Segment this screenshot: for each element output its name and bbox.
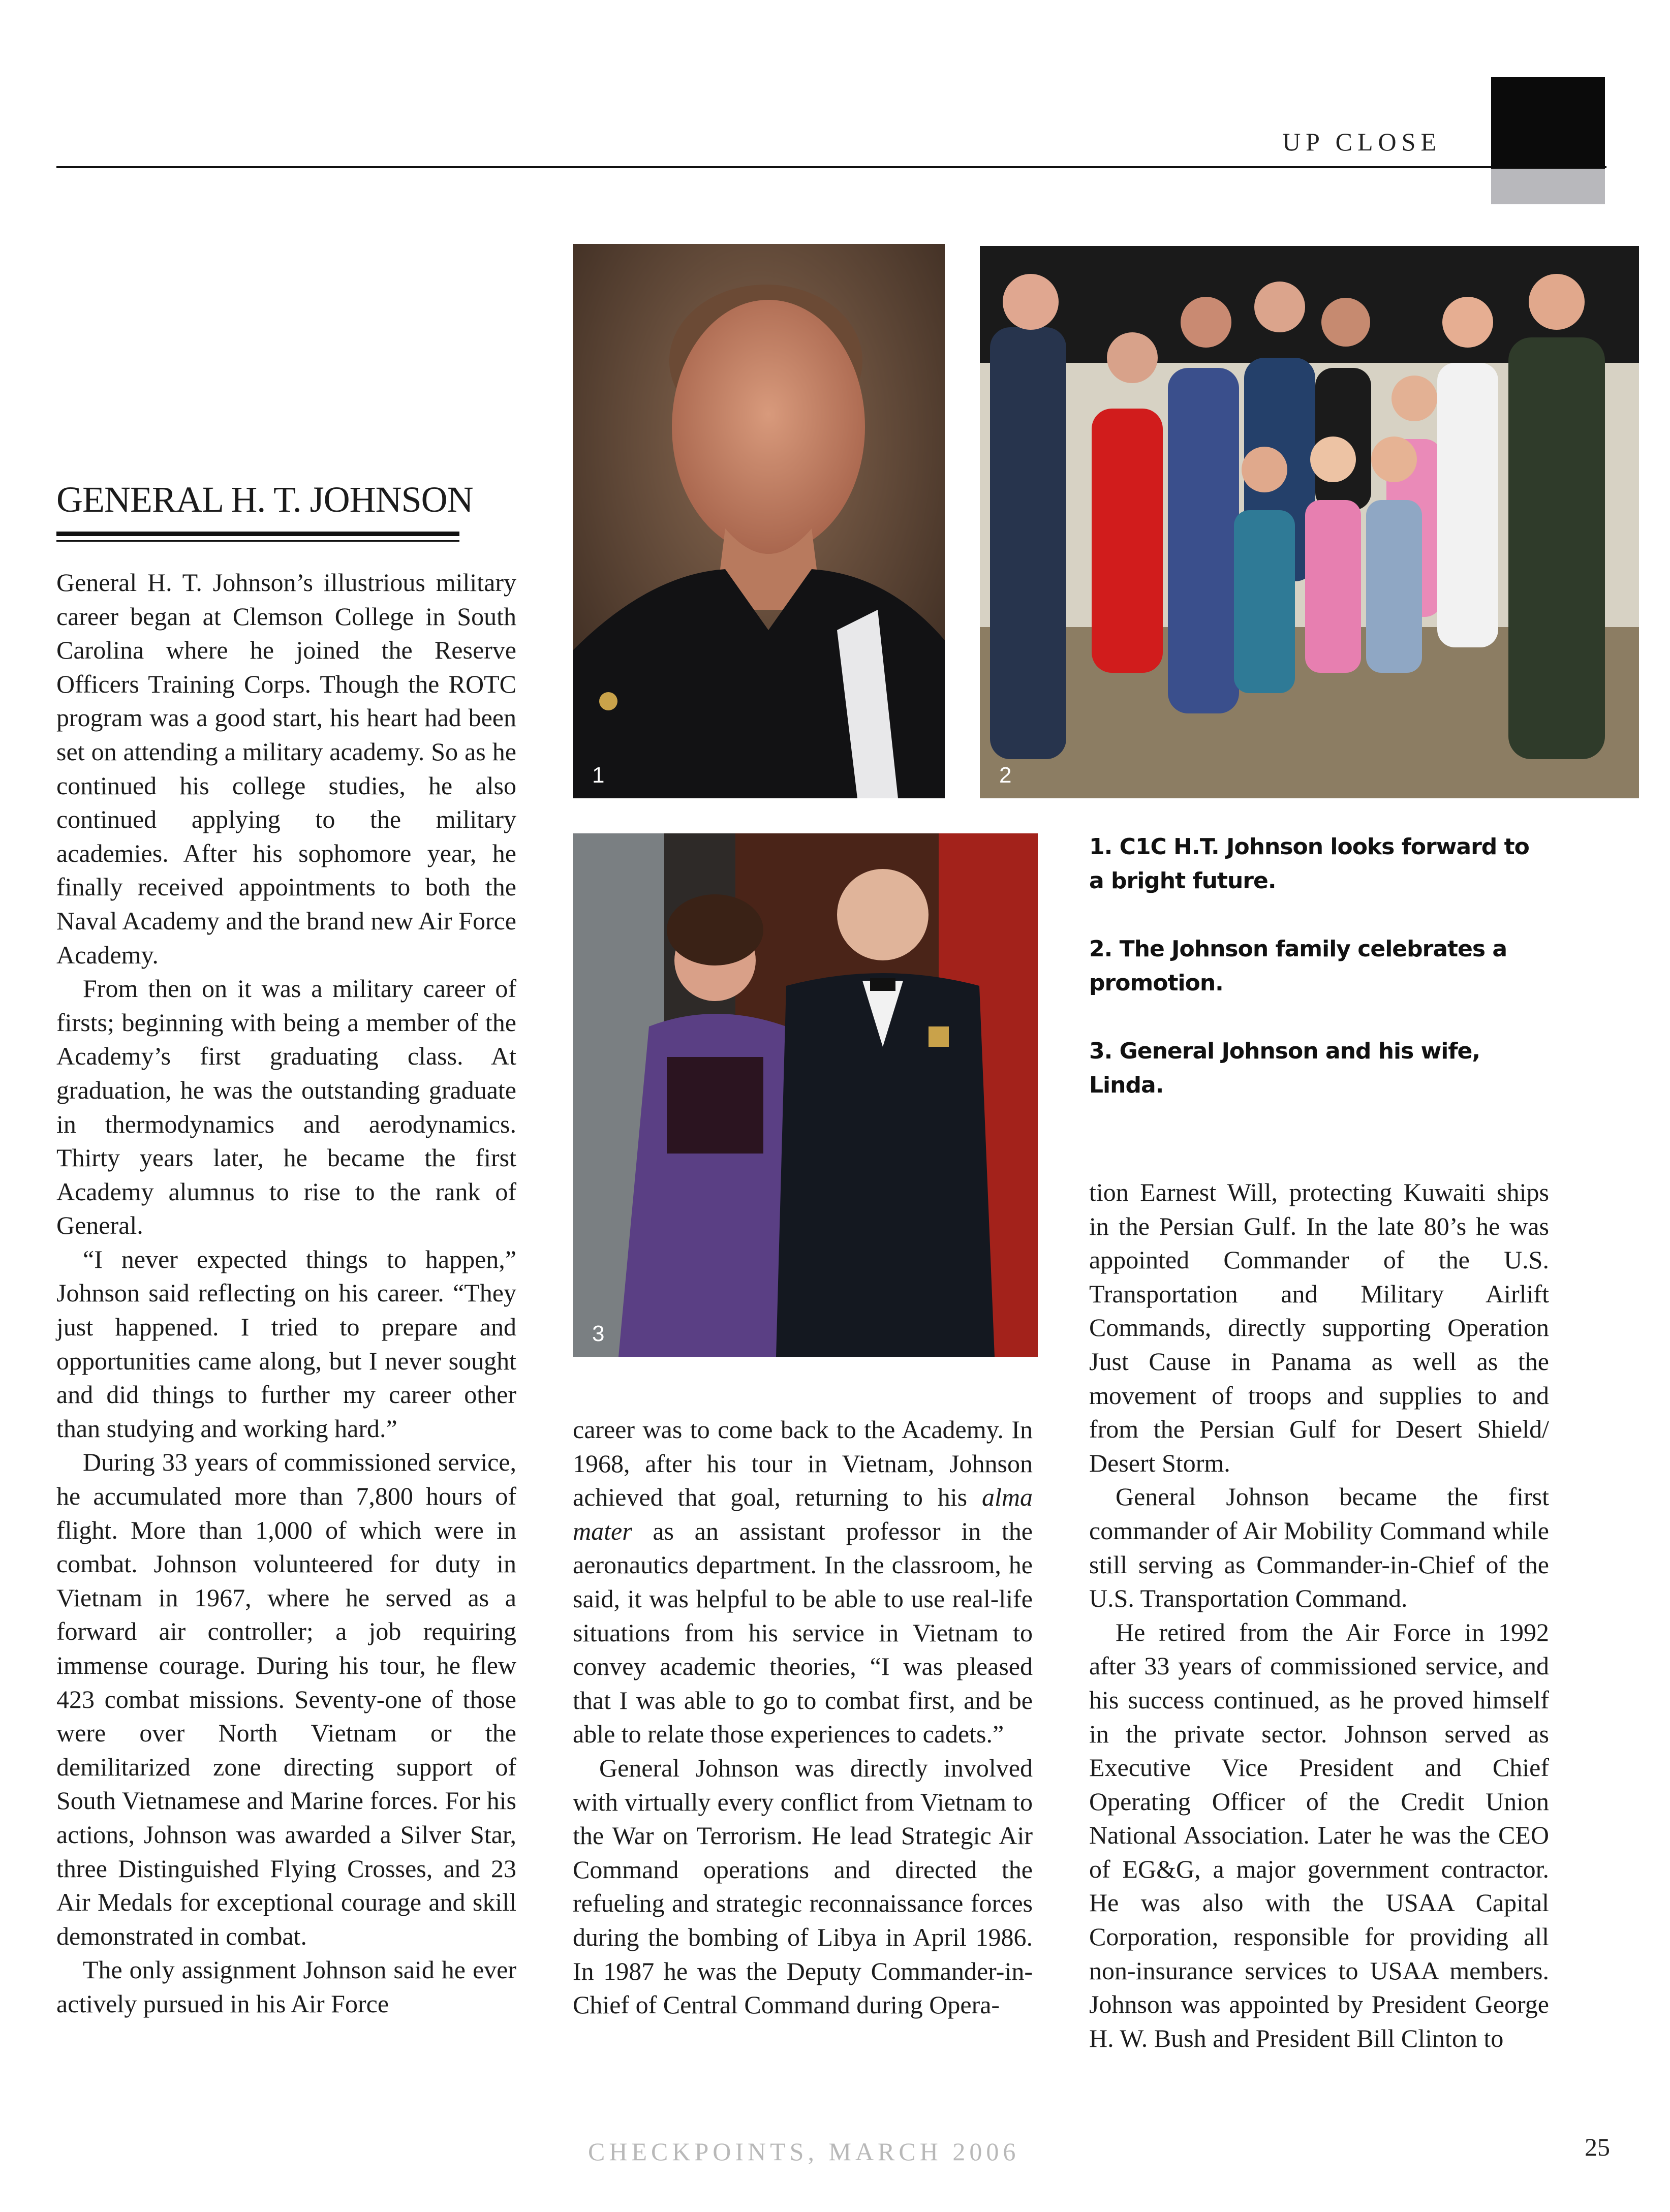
corner-block bbox=[1491, 77, 1605, 169]
caption: 1. C1C H.T. Johnson looks forward to a bright future. bbox=[1089, 834, 1529, 894]
paragraph: From then on it was a military career of firsts; beginning with being a member of the Academy’s first graduating class. At graduation, he was the outstanding graduate in thermodynamics and aerodynamics. Thirty years later, he became the first Academy alumnus to rise to the rank of General. bbox=[56, 974, 516, 1240]
text-run: career was to come back to the Academy. In 1968, after his tour in Vietnam, Johnson achieved that goal, returning to his bbox=[573, 1415, 1033, 1512]
article-column-3 bbox=[1089, 1175, 1549, 2055]
paragraph bbox=[573, 1413, 1033, 1751]
paragraph: The only assignment Johnson said he ever actively pursued in his Air Force bbox=[56, 1955, 516, 2018]
paragraph: General Johnson was directly involved with virtually every conflict from Vietnam to the War on Terrorism. He lead Strategic Air Command operations and directed the refueling and strategic reconnaissance forces during the bombing of Libya in April 1986. In 1987 he was the Deputy Commander-in-Chief of Central Command during Opera- bbox=[573, 1753, 1033, 2019]
article-title: GENERAL H. T. JOHNSON bbox=[56, 479, 473, 520]
page-number: 25 bbox=[1585, 2133, 1610, 2161]
photo-cadet-portrait bbox=[573, 244, 945, 798]
article-column-1 bbox=[56, 566, 516, 2021]
photo-number: 2 bbox=[999, 763, 1012, 788]
caption: 3. General Johnson and his wife, Linda. bbox=[1089, 1038, 1480, 1098]
paragraph: During 33 years of commissioned service, he accumulated more than 7,800 hours of flight. More than 1,000 of which were in combat. Johnson volunteered for duty in Vietnam in 1967, where he served as a forward air controller; a job requiring immense courage. During his tour, he flew 423 combat missions. Seventy-one of those were over North Vietnam or the demilitarized zone directing support of South Vietnamese and Marine forces. For his actions, Johnson was awarded a Silver Star, three Distinguished Flying Crosses, and 23 Air Medals for exceptional courage and skill demonstrated in combat. bbox=[56, 1448, 516, 1950]
section-label: UP CLOSE bbox=[1282, 128, 1441, 156]
paragraph: He retired from the Air Force in 1992 after 33 years of commissioned service, and his success continued, as he proved himself in the private sector. Johnson served as Executive Vice President and Chief Operating Officer of the Credit Union National Association. Later he was the CEO of EG&G, a major government contractor. He was also with the USAA Capital Corporation, responsible for providing all non-insurance services to USAA members. Johnson was appointed by President George H. W. Bush and President Bill Clinton to bbox=[1089, 1617, 1549, 2052]
article-column-2 bbox=[573, 1413, 1033, 2022]
paragraph: tion Earnest Will, protecting Kuwaiti ships in the Persian Gulf. In the late 80’s he was appointed Commander of the U.S. Transportation and Military Airlift Commands, directly supporting Operation Just Cause in Panama as well as the movement of troops and supplies to and from the Persian Gulf for Desert Shield/ Desert Storm. bbox=[1089, 1178, 1549, 1477]
paragraph: “I never expected things to happen,” Johnson said reflecting on his career. “They just happened. I tried to prepare and opportunities came along, but I never sought and did things to further my career other than studying and working hard.” bbox=[56, 1244, 516, 1443]
photo-number: 3 bbox=[592, 1321, 605, 1346]
italic-text: alma mater bbox=[573, 1483, 1033, 1545]
corner-shade bbox=[1491, 169, 1605, 204]
caption: 2. The Johnson family celebrates a promotion. bbox=[1089, 936, 1507, 996]
paragraph: General H. T. Johnson’s illustrious military career began at Clemson College in South Carolina where he joined the Reserve Officers Training Corps. Though the ROTC program was a good start, his heart had been set on attending a military academy. So as he continued his college studies, he also continued applying to the military academies. After his sophomore year, he finally received appointments to both the Naval Academy and the brand new Air Force Academy. bbox=[56, 568, 516, 969]
photo-captions bbox=[1089, 830, 1547, 1136]
title-rule-thin bbox=[56, 540, 459, 542]
paragraph: General Johnson became the first commander of Air Mobility Command while still serving as Commander-in-Chief of the U.S. Transportation Command. bbox=[1089, 1482, 1549, 1613]
photo-family bbox=[980, 246, 1639, 798]
photo-number: 1 bbox=[592, 763, 605, 788]
title-rule bbox=[56, 532, 459, 536]
footer-publication: CHECKPOINTS, MARCH 2006 bbox=[588, 2137, 1020, 2166]
photo-general-and-wife bbox=[573, 833, 1038, 1357]
header-rule bbox=[56, 166, 1606, 168]
text-run: as an assistant professor in the aeronautics department. In the classroom, he said, it was helpful to be able to use real-life situations from his service in Vietnam to convey academic theories, “I was pleased that I was able to go to combat first, and be able to relate those experiences to cadets.” bbox=[573, 1516, 1033, 1749]
